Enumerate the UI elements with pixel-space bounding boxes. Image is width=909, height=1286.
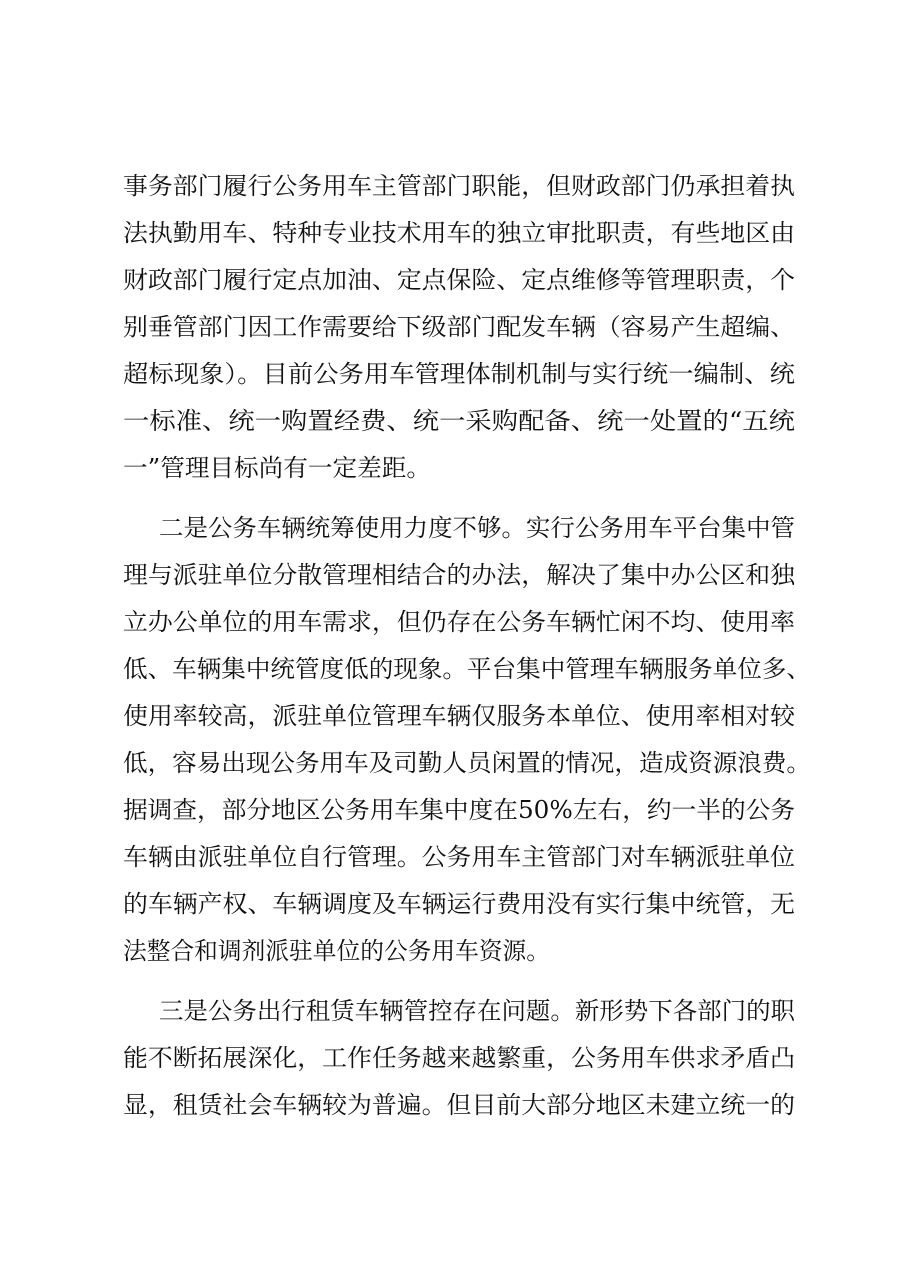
text-line-content: 的车辆产权、车辆调度及车辆运行费用没有实行集中统管，无 xyxy=(123,890,795,918)
text-line-content: 立办公单位的用车需求，但仍存在公务车辆忙闲不均、使用率 xyxy=(123,608,795,636)
text-line xyxy=(0,604,909,640)
text-line xyxy=(0,651,909,687)
text-line xyxy=(0,886,909,922)
text-line xyxy=(0,403,909,439)
text-line-content: 据调查，部分地区公务用车集中度在50%左右，约一半的公务 xyxy=(123,796,795,824)
text-line-content: 车辆由派驻单位自行管理。公务用车主管部门对车辆派驻单位 xyxy=(123,843,795,871)
text-line xyxy=(0,557,909,593)
text-line-content: 一标准、统一购置经费、统一采购配备、统一处置的“五统 xyxy=(123,407,795,435)
text-line-content: 低，容易出现公务用车及司勤人员闲置的情况，造成资源浪费。 xyxy=(123,749,811,777)
text-line-content: 低、车辆集中统管度低的现象。平台集中管理车辆服务单位多、 xyxy=(123,655,811,683)
text-line-content: 显，租赁社会车辆较为普遍。但目前大部分地区未建立统一的 xyxy=(123,1091,795,1119)
text-line xyxy=(0,993,909,1029)
text-line xyxy=(0,933,909,969)
text-line xyxy=(0,745,909,781)
text-line xyxy=(0,1040,909,1076)
text-line-content: 能不断拓展深化，工作任务越来越繁重，公务用车供求矛盾凸 xyxy=(123,1044,795,1072)
text-line xyxy=(0,215,909,251)
text-line xyxy=(0,168,909,204)
text-line xyxy=(0,698,909,734)
text-line xyxy=(0,792,909,828)
text-line xyxy=(0,839,909,875)
text-line xyxy=(0,262,909,298)
text-line xyxy=(0,356,909,392)
text-line-content: 超标现象）。目前公务用车管理体制机制与实行统一编制、统 xyxy=(123,360,795,388)
text-line xyxy=(0,309,909,345)
text-line-content: 一”管理目标尚有一定差距。 xyxy=(123,454,431,482)
text-line-content: 法整合和调剂派驻单位的公务用车资源。 xyxy=(123,937,550,965)
text-line-content: 法执勤用车、特种专业技术用车的独立审批职责，有些地区由 xyxy=(123,219,795,247)
text-line xyxy=(0,510,909,546)
text-line-content: 理与派驻单位分散管理相结合的办法，解决了集中办公区和独 xyxy=(123,561,795,589)
text-line-content: 二是公务车辆统筹使用力度不够。实行公务用车平台集中管 xyxy=(159,514,795,542)
text-line-content: 别垂管部门因工作需要给下级部门配发车辆（容易产生超编、 xyxy=(123,313,795,341)
text-line xyxy=(0,450,909,486)
text-line-content: 三是公务出行租赁车辆管控存在问题。新形势下各部门的职 xyxy=(159,997,795,1025)
text-line-content: 事务部门履行公务用车主管部门职能，但财政部门仍承担着执 xyxy=(123,172,795,200)
text-line xyxy=(0,1087,909,1123)
text-line-content: 使用率较高，派驻单位管理车辆仅服务本单位、使用率相对较 xyxy=(123,702,795,730)
text-line-content: 财政部门履行定点加油、定点保险、定点维修等管理职责，个 xyxy=(123,266,795,294)
